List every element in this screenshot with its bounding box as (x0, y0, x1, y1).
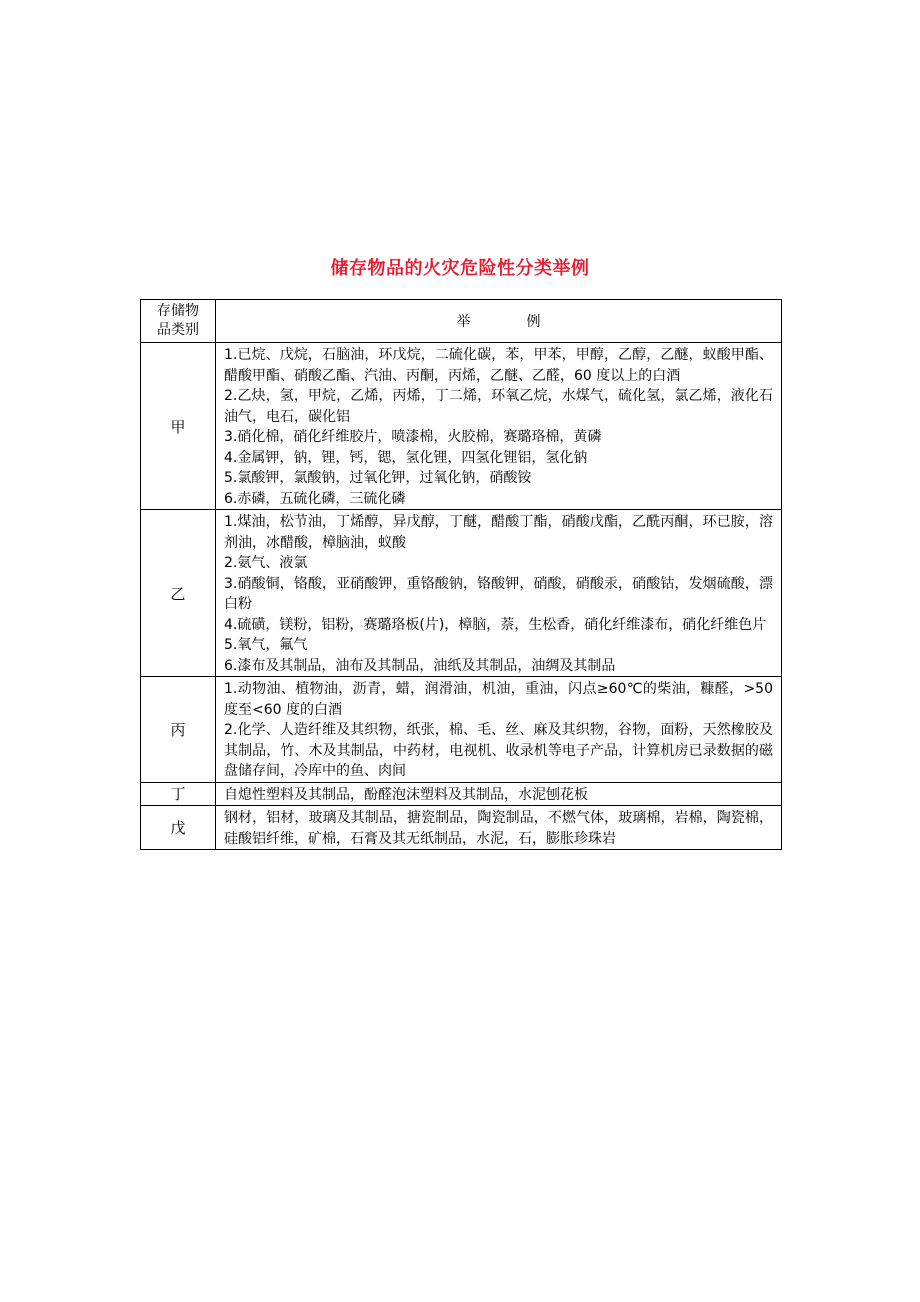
example-item: 6.漆布及其制品，油布及其制品，油纸及其制品，油绸及其制品 (224, 657, 616, 674)
hazard-classification-table (140, 299, 782, 850)
examples-cell (216, 782, 782, 806)
category-cell: 乙 (141, 510, 216, 677)
example-item: 钢材，铝材，玻璃及其制品，搪瓷制品，陶瓷制品，不燃气体，玻璃棉，岩棉，陶瓷棉，硅酸铝纤维，矿棉，石膏及其无纸制品，水泥，石，膨胀珍珠岩 (224, 810, 773, 847)
category-cell: 丁 (141, 782, 216, 806)
example-item: 4.金属钾，钠，锂，钙，锶，氢化锂，四氢化锂铝，氢化钠 (224, 449, 588, 466)
header-examples-label: 举 例 (456, 314, 541, 330)
example-item: 6.赤磷，五硫化磷，三硫化磷 (224, 490, 406, 507)
header-category (141, 300, 216, 343)
header-category-line2: 品类别 (157, 322, 199, 338)
example-item: 4.硫磺，镁粉，铝粉，赛璐珞板(片)，樟脑，萘，生松香，硝化纤维漆布，硝化纤维色片 (224, 616, 767, 633)
category-cell: 丙 (141, 677, 216, 783)
example-item: 3.硝化棉，硝化纤维胶片，喷漆棉，火胶棉，赛璐珞棉，黄磷 (224, 429, 602, 445)
example-item: 2.乙炔，氢，甲烷，乙烯，丙烯，丁二烯，环氧乙烷，水煤气，硫化氢，氯乙烯，液化石油气，电石，碳化铝 (224, 388, 773, 425)
table-row-yi (141, 510, 782, 677)
example-item: 1.煤油，松节油，丁烯醇，异戊醇，丁醚，醋酸丁酯，硝酸戊酯，乙酰丙酮，环已胺，溶剂油，冰醋酸，樟脑油，蚁酸 (224, 514, 773, 551)
example-item: 自熄性塑料及其制品，酚醛泡沫塑料及其制品，水泥刨花板 (224, 786, 588, 803)
table-row-ding (141, 782, 782, 806)
table-row-wu (141, 806, 782, 850)
example-item: 2.氨气、液氯 (224, 555, 308, 571)
example-item: 1.已烷、戊烷，石脑油，环戊烷，二硫化碳，苯，甲苯，甲醇，乙醇，乙醚，蚁酸甲酯、醋酸甲酯、硝酸乙酯、汽油、丙酮，丙烯，乙醚、乙醛，60 度以上的白酒 (224, 347, 773, 384)
example-item: 2.化学、人造纤维及其织物，纸张，棉、毛、丝、麻及其织物，谷物，面粉，天然橡胶及其制品，竹、木及其制品，中药材，电视机、收录机等电子产品，计算机房已录数据的磁盘储存间，冷库中的鱼、肉间 (224, 722, 773, 779)
header-examples (216, 300, 782, 343)
category-cell: 戊 (141, 806, 216, 850)
table-row-bing (141, 677, 782, 783)
example-item: 5.氧气，氟气 (224, 637, 308, 653)
examples-cell (216, 806, 782, 850)
examples-cell (216, 343, 782, 510)
page-title: 储存物品的火灾危险性分类举例 (330, 258, 590, 279)
table-row-jia (141, 343, 782, 510)
example-item: 5.氯酸钾，氯酸钠，过氧化钾，过氧化钠，硝酸铵 (224, 470, 532, 486)
example-item: 3.硝酸铜，铬酸，亚硝酸钾，重铬酸钠，铬酸钾，硝酸，硝酸汞，硝酸钴，发烟硫酸，漂白粉 (224, 575, 773, 612)
example-item: 1.动物油、植物油，沥青，蜡，润滑油，机油，重油，闪点≥60℃的柴油，糠醛，>50 度至<60 度的白酒 (224, 681, 773, 718)
category-cell: 甲 (141, 343, 216, 510)
examples-cell (216, 677, 782, 783)
table-header-row (141, 300, 782, 343)
header-category-line1: 存储物 (157, 303, 199, 319)
examples-cell (216, 510, 782, 677)
